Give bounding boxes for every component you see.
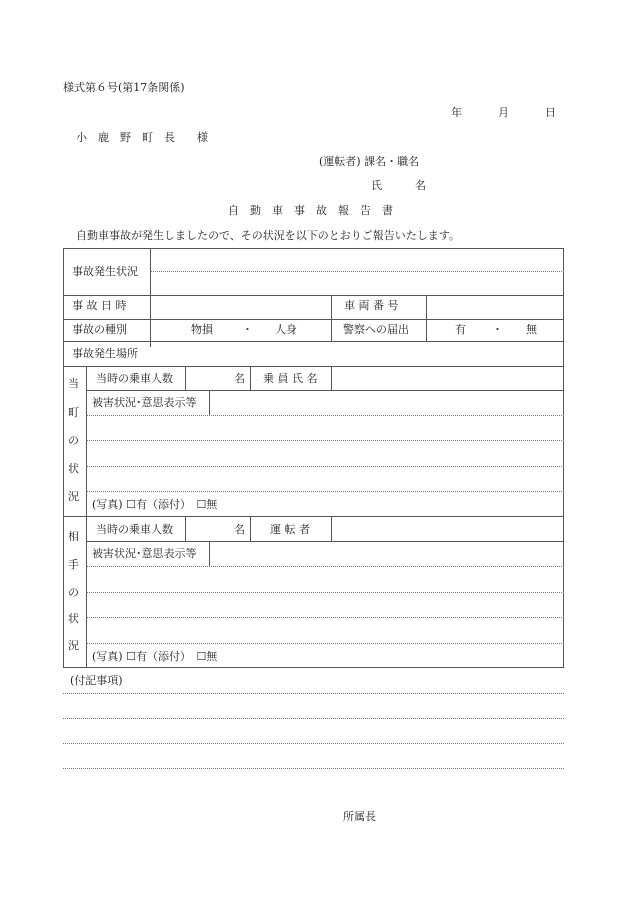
col-divider [331, 295, 332, 341]
addressee: 小 鹿 野 町 長 様 [76, 131, 208, 144]
option-separator: ・ [492, 323, 503, 336]
col-divider [331, 516, 332, 541]
supervisor-label: 所属長 [343, 810, 376, 823]
row-divider [63, 341, 564, 342]
damage-line [86, 617, 564, 618]
row-divider [63, 366, 564, 367]
photo-checkbox-row: (写真) ☐有（添付） ☐無 [92, 498, 218, 511]
driver-name-label: 氏 名 [371, 179, 426, 192]
option-personal-injury: 人身 [275, 323, 297, 336]
label-passenger-names: 乗 員 氏 名 [263, 372, 318, 385]
damage-line [86, 566, 564, 567]
damage-line [86, 643, 564, 644]
section-divider [63, 516, 564, 517]
label-police-report: 警察への届出 [343, 323, 409, 336]
other-side-char: の [68, 586, 79, 599]
other-side-char: 相 [68, 530, 79, 543]
col-divider [209, 541, 210, 566]
notes-label: (付記事項) [70, 674, 123, 687]
row-divider [63, 295, 564, 296]
our-side-char: 当 [68, 377, 79, 390]
photo-checkbox-row-other: (写真) ☐有（添付） ☐無 [92, 650, 218, 663]
persons-unit: 名 [234, 523, 245, 536]
col-divider [185, 516, 186, 541]
label-date-time: 事 故 日 時 [72, 299, 127, 312]
label-accident-type: 事故の種別 [72, 323, 127, 336]
situation-line [150, 271, 564, 272]
row-divider [63, 319, 564, 320]
report-table [63, 248, 564, 668]
damage-line [86, 415, 564, 416]
col-divider [209, 390, 210, 415]
label-passengers: 当時の乗車人数 [96, 372, 173, 385]
option-property-damage: 物損 [191, 323, 213, 336]
our-side-char: 町 [68, 406, 79, 419]
col-divider [331, 366, 332, 390]
document-title: 自 動 車 事 故 報 告 書 [228, 204, 393, 217]
date-month: 月 [498, 106, 509, 119]
label-column-divider [150, 248, 151, 347]
option-separator: ・ [242, 323, 253, 336]
persons-unit: 名 [234, 372, 245, 385]
label-passengers-other: 当時の乗車人数 [96, 523, 173, 536]
col-divider [185, 366, 186, 390]
notes-line [63, 693, 564, 694]
damage-line [86, 440, 564, 441]
label-location: 事故発生場所 [72, 347, 138, 360]
side-column-divider [86, 366, 87, 668]
driver-label: (運転者) 課名・職名 [319, 155, 420, 168]
notes-line [63, 768, 564, 769]
other-side-char: 状 [68, 612, 79, 625]
our-side-char: の [68, 434, 79, 447]
our-side-char: 状 [68, 462, 79, 475]
form-number: 様式第６号(第17条関係) [63, 81, 185, 94]
col-divider [426, 295, 427, 341]
date-day: 日 [545, 106, 556, 119]
damage-line [86, 466, 564, 467]
row-divider [86, 541, 564, 542]
label-damage-status-other: 被害状況･意思表示等 [92, 547, 197, 560]
label-damage-status: 被害状況･意思表示等 [92, 396, 197, 409]
label-situation: 事故発生状況 [72, 265, 138, 278]
col-divider [250, 516, 251, 541]
other-side-char: 況 [68, 639, 79, 652]
date-year: 年 [451, 106, 462, 119]
notes-line [63, 743, 564, 744]
damage-line [86, 592, 564, 593]
option-report-no: 無 [526, 323, 537, 336]
option-report-yes: 有 [455, 323, 466, 336]
damage-line [86, 491, 564, 492]
row-divider [86, 390, 564, 391]
label-vehicle-number: 車 両 番 号 [344, 299, 399, 312]
other-side-char: 手 [68, 558, 79, 571]
our-side-char: 況 [68, 490, 79, 503]
intro-text: 自動車事故が発生しましたので、その状況を以下のとおりご報告いたします。 [76, 229, 460, 242]
label-driver: 運 転 者 [270, 523, 310, 536]
notes-line [63, 718, 564, 719]
col-divider [250, 366, 251, 390]
